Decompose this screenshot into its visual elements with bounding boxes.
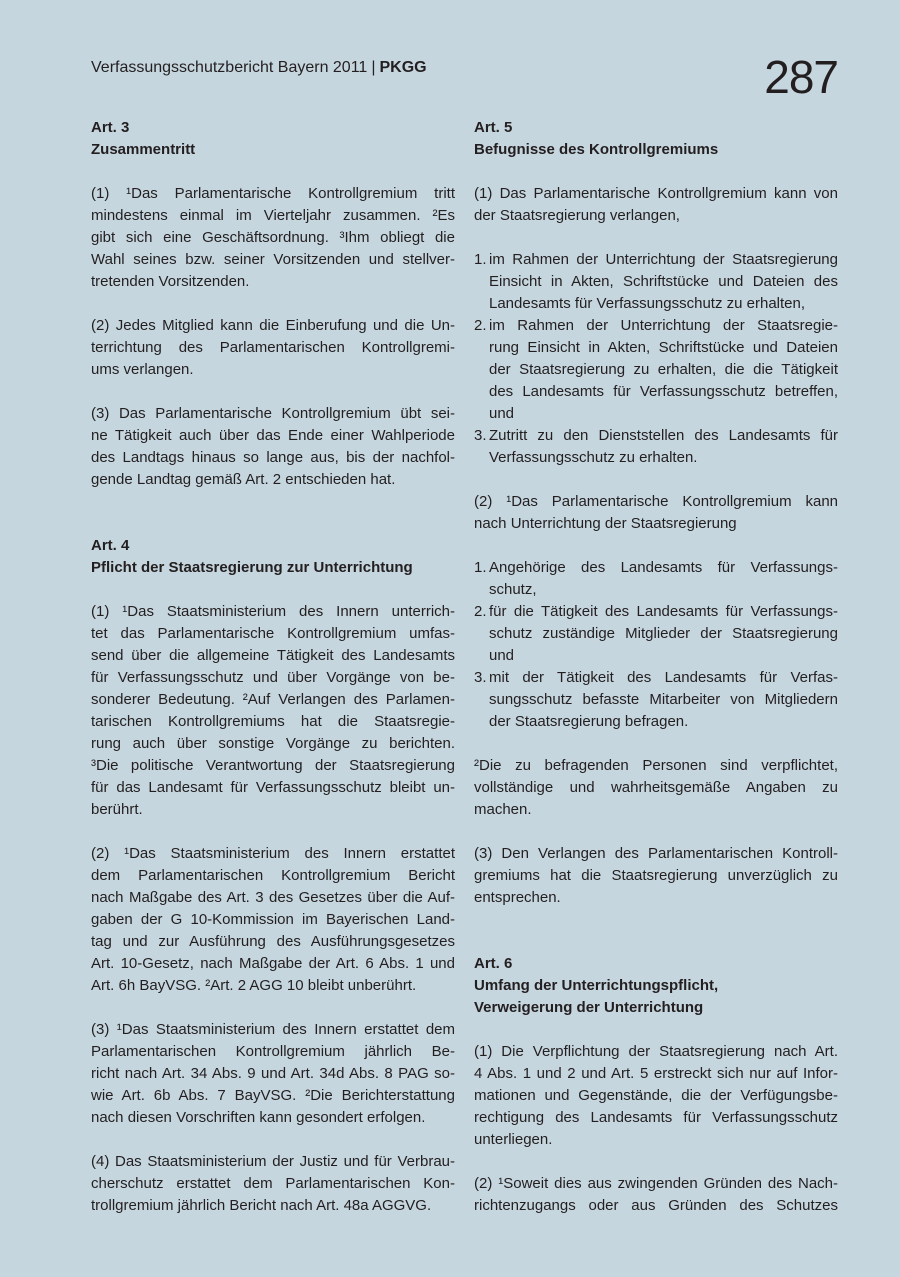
list-item [474,315,838,425]
text-line: dem Parlamentarischen Kontrollgremium Bericht [91,867,455,884]
article-number: Art. 5 [474,119,513,136]
paragraph [474,843,838,909]
text-line: richtenzugangs oder aus Gründen des Schutzes [474,1197,838,1214]
list-item-number: 3. [474,427,487,444]
text-line: Einsicht in Akten, Schriftstücke und Dateien des [489,273,838,290]
text-line: Angehörige des Landesamts für Verfassungs- [489,559,838,576]
article-heading [474,117,838,161]
paragraph [91,1151,455,1217]
text-line: nach diesen Vorschriften kann gesondert erfolgen. [91,1109,426,1126]
text-line: ²Die zu befragenden Personen sind verpflichtet, [474,757,838,774]
text-line: der Staatsregierung befragen. [489,713,689,730]
text-line: und [489,647,515,664]
list-item-text [489,557,838,601]
text-line: für das Landesamt für Verfassungsschutz bleibt un- [91,779,455,796]
text-line: (2) ¹Das Staatsministerium des Innern erstattet [91,845,455,862]
text-line: für die Tätigkeit des Landesamts für Verfassungs- [489,603,838,620]
text-line: (2) ¹Das Parlamentarische Kontrollgremium kann [474,493,838,510]
text-line: Wahl seines bzw. seiner Vorsitzenden und stellver- [91,251,455,268]
text-line: tretenden Vorsitzenden. [91,273,250,290]
paragraph [91,601,455,821]
text-line: nach Unterrichtung der Staatsregierung [474,515,737,532]
text-line: Art. 6h BayVSG. ²Art. 2 AGG 10 bleibt unberührt. [91,977,417,994]
paragraph [91,315,455,381]
text-line: machen. [474,801,532,818]
text-line: (1) Das Parlamentarische Kontrollgremium kann von [474,185,838,202]
page-number: 287 [764,51,838,103]
text-line: ³Die politische Verantwortung der Staatsregierung [91,757,455,774]
text-line: entsprechen. [474,889,561,906]
paragraph [91,183,455,293]
text-line: (2) Jedes Mitglied kann die Einberufung und die Un- [91,317,455,334]
article [91,535,455,1217]
text-line: des Landesamts für Verfassungsschutz betreffen, [489,383,838,400]
article [474,953,838,1217]
article-number: Art. 6 [474,955,513,972]
list-item-text [489,425,838,469]
text-line: vollständige und wahrheitsgemäße Angaben zu [474,779,838,796]
text-line: mationen und Gegenstände, die der Verfügungsbe- [474,1087,838,1104]
article-title-line: Verweigerung der Unterrichtung [474,999,704,1016]
left-column [91,117,455,1217]
list-item-text [489,601,838,667]
article-heading [474,953,838,1019]
article-number: Art. 3 [91,119,130,136]
text-line: Art. 10-Gesetz, nach Maßgabe der Art. 6 Abs. 1 und [91,955,455,972]
list-item-text [489,667,838,733]
text-line: mit der Tätigkeit des Landesamts für Verfas- [489,669,838,686]
text-line: send über die allgemeine Tätigkeit des Landesamts [91,647,455,664]
text-line: schutz, [489,581,537,598]
running-header [91,58,427,78]
article-title-line: Umfang der Unterrichtungspflicht, [474,977,719,994]
header-separator: | [371,59,376,76]
article-title-line: Befugnisse des Kontrollgremiums [474,141,719,158]
text-line: (4) Das Staatsministerium der Justiz und für Verbrau- [91,1153,455,1170]
list-item-text [489,249,838,315]
paragraph [474,491,838,535]
text-line: ums verlangen. [91,361,194,378]
text-line: gaben der G 10-Kommission im Bayerischen Land- [91,911,455,928]
text-line: im Rahmen der Unterrichtung der Staatsregie- [489,317,838,334]
paragraph [91,843,455,997]
text-line: tarischen Kontrollgremiums hat die Staatsregie- [91,713,455,730]
article-number: Art. 4 [91,537,130,554]
article [474,117,838,909]
list-item-number: 1. [474,559,487,576]
text-line: Verfassungsschutz zu erhalten. [489,449,698,466]
text-line: sungsschutz befasste Mitarbeiter von Mitgliedern [489,691,838,708]
article-heading [91,535,455,579]
text-line: gende Landtag gemäß Art. 2 entschieden hat. [91,471,396,488]
text-line: unterliegen. [474,1131,553,1148]
list-item [474,601,838,667]
text-line: gremiums hat die Staatsregierung unverzüglich zu [474,867,838,884]
text-line: Landesamts für Verfassungsschutz zu erhalten, [489,295,806,312]
text-line: für Verfassungsschutz und über Vorgänge von be- [91,669,455,686]
text-line: schutz zuständige Mitglieder der Staatsregierung [489,625,838,642]
text-line: tag und zur Ausführung des Ausführungsgesetzes [91,933,455,950]
list-item-number: 2. [474,317,487,334]
paragraph [91,1019,455,1129]
text-line: cherschutz erstattet dem Parlamentarischen Kon- [91,1175,455,1192]
list-item [474,425,838,469]
text-line: ne Tätigkeit auch über das Ende einer Wahlperiode [91,427,455,444]
text-line: sonderer Bedeutung. ²Auf Verlangen des Parlamen- [91,691,455,708]
article-title-line: Pflicht der Staatsregierung zur Unterrichtung [91,559,413,576]
text-line: berührt. [91,801,143,818]
text-line: richt nach Art. 34 Abs. 9 und Art. 34d Abs. 8 PAG so- [91,1065,455,1082]
list-item-number: 2. [474,603,487,620]
article-title-line: Zusammentritt [91,141,196,158]
text-line: tet das Parlamentarische Kontrollgremium umfas- [91,625,455,642]
text-line: (1) ¹Das Staatsministerium des Innern unterrich- [91,603,455,620]
text-line: des Landtags hinaus so lange aus, bis der nachfol- [91,449,455,466]
text-line: nach Maßgabe des Art. 3 des Gesetzes über die Auf- [91,889,455,906]
text-line: der Staatsregierung verlangen, [474,207,680,224]
paragraph [474,183,838,227]
paragraph [474,755,838,821]
list-item [474,667,838,733]
text-line: Zutritt zu den Dienststellen des Landesamts für [489,427,838,444]
text-line: (3) Den Verlangen des Parlamentarischen Kontroll- [474,845,838,862]
list-item-number: 3. [474,669,487,686]
text-line: wie Art. 6b Abs. 7 BayVSG. ²Die Berichterstattung [91,1087,455,1104]
section-label: PKGG [379,59,427,76]
paragraph [91,403,455,491]
list-item [474,557,838,601]
list-item [474,249,838,315]
text-line: rung Einsicht in Akten, Schriftstücke und Dateien [489,339,838,356]
text-line: (1) ¹Das Parlamentarische Kontrollgremium tritt [91,185,455,202]
text-line: (2) ¹Soweit dies aus zwingenden Gründen des Nach- [474,1175,838,1192]
text-line: gibt sich eine Geschäftsordnung. ³Ihm obliegt die [91,229,455,246]
text-line: (3) Das Parlamentarische Kontrollgremium übt sei- [91,405,455,422]
text-line: rung auch über sonstige Vorgänge zu berichten. [91,735,455,752]
list-item-text [489,315,838,425]
list-item-number: 1. [474,251,487,268]
right-column [474,117,838,1217]
text-line: trollgremium jährlich Bericht nach Art. 48a AGGVG. [91,1197,432,1214]
text-line: der Staatsregierung zu erhalten, die die Tätigkeit [489,361,838,378]
text-line: Parlamentarischen Kontrollgremium jährlich Be- [91,1043,455,1060]
text-line: (1) Die Verpflichtung der Staatsregierung nach Art. [474,1043,838,1060]
paragraph [474,1173,838,1217]
text-line: 4 Abs. 1 und 2 und Art. 5 erstreckt sich nur auf Infor- [474,1065,838,1082]
text-line: rechtigung des Landesamts für Verfassungsschutz [474,1109,838,1126]
text-line: mindestens einmal im Vierteljahr zusammen. ²Es [91,207,455,224]
text-line: terrichtung des Parlamentarischen Kontrollgremi- [91,339,455,356]
numbered-list [474,249,838,469]
article-heading [91,117,455,161]
article [91,117,455,491]
paragraph [474,1041,838,1151]
text-line: und [489,405,515,422]
numbered-list [474,557,838,733]
publication-title: Verfassungsschutzbericht Bayern 2011 [91,59,368,76]
text-line: im Rahmen der Unterrichtung der Staatsregierung [489,251,838,268]
text-line: (3) ¹Das Staatsministerium des Innern erstattet dem [91,1021,455,1038]
